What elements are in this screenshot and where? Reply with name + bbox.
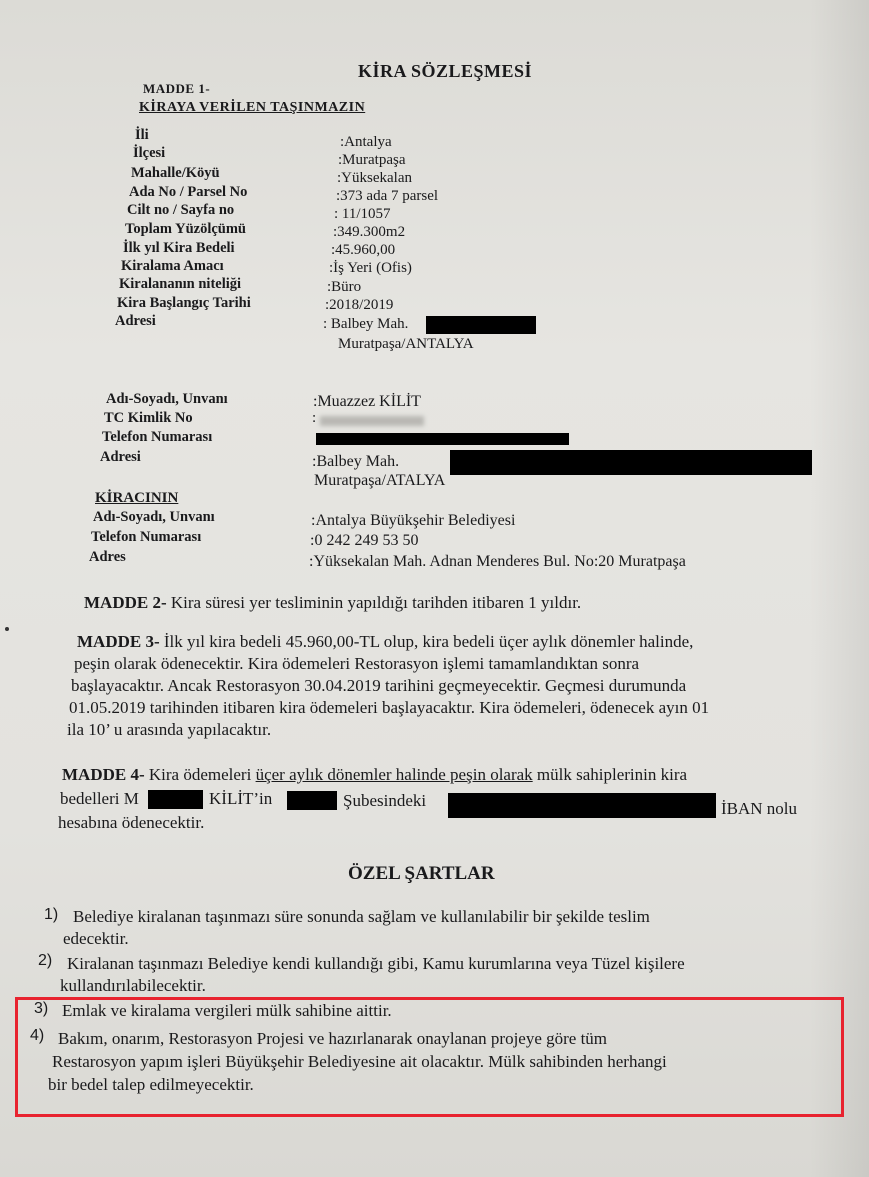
term-line: Bakım, onarım, Restorasyon Projesi ve hazırlanarak onaylanan projeye göre tüm (58, 1029, 608, 1048)
property-value: :349.300m2 (333, 224, 406, 240)
property-label: İlçesi (133, 145, 166, 161)
term-line: edecektir. (63, 929, 129, 948)
madde1-heading: MADDE 1- (143, 81, 211, 96)
madde4-line (62, 766, 687, 785)
property-value: :İş Yeri (Ofis) (329, 260, 412, 276)
property-label: Ada No / Parsel No (129, 184, 248, 200)
special-terms-heading: ÖZEL ŞARTLAR (348, 863, 495, 884)
tenant-value: :Yüksekalan Mah. Adnan Menderes Bul. No:20 Muratpaşa (309, 553, 686, 570)
highlight-box (15, 997, 844, 1117)
tenant-label: Adres (89, 549, 126, 565)
speck (5, 627, 9, 631)
property-label: Toplam Yüzölçümü (125, 221, 246, 237)
term-line: kullandırılabilecektir. (60, 976, 206, 995)
owner-address-line2: Muratpaşa/ATALYA (314, 472, 446, 489)
owner-value: :Balbey Mah. (312, 453, 400, 470)
property-value: :Muratpaşa (338, 152, 406, 168)
madde1-subheading: KİRAYA VERİLEN TAŞINMAZIN (139, 100, 366, 115)
property-value: :Antalya (340, 134, 392, 150)
property-label: Adresi (115, 313, 156, 329)
madde3-line: 01.05.2019 tarihinden itibaren kira ödemeleri başlayacaktır. Kira ödemeleri, ödenecek ayın 01 (69, 698, 710, 717)
owner-label: TC Kimlik No (104, 410, 193, 426)
madde4-text: mülk sahiplerinin kira (536, 765, 688, 784)
madde2 (84, 594, 581, 613)
madde3-line (77, 633, 693, 652)
term-line: Belediye kiralanan taşınmazı süre sonunda sağlam ve kullanılabilir bir şekilde teslim (73, 907, 650, 926)
document-title: KİRA SÖZLEŞMESİ (358, 61, 533, 81)
term-number: 1) (44, 906, 59, 923)
madde4-line2c: Şubesindeki (343, 791, 427, 810)
owner-label: Adresi (100, 449, 141, 465)
term-number: 4) (30, 1027, 45, 1044)
madde2-text: Kira süresi yer tesliminin yapıldığı tarihden itibaren 1 yıldır. (170, 593, 582, 612)
property-label: İlk yıl Kira Bedeli (123, 240, 235, 256)
property-value: :2018/2019 (325, 297, 394, 313)
owner-value: : (312, 410, 317, 426)
madde4-line2a: bedelleri M (60, 789, 139, 808)
property-value: : 11/1057 (334, 206, 391, 222)
tenant-label: Adı-Soyadı, Unvanı (93, 509, 215, 525)
property-label: Kira Başlangıç Tarihi (117, 295, 251, 311)
madde3-line: peşin olarak ödenecektir. Kira ödemeleri Restorasyon işlemi tamamlandıktan sonra (74, 654, 640, 673)
property-value: :Büro (327, 279, 362, 295)
redaction-bar (287, 791, 337, 810)
property-label: Kiralananın niteliği (119, 276, 242, 292)
property-value: :373 ada 7 parsel (336, 188, 439, 204)
madde3-line: ila 10’ u arasında yapılacaktır. (67, 720, 272, 739)
madde4-line2b: KİLİT’in (209, 789, 273, 808)
term-line: Emlak ve kiralama vergileri mülk sahibine aittir. (62, 1001, 392, 1020)
tenant-value: :0 242 249 53 50 (310, 532, 419, 549)
tenant-heading: KİRACININ (95, 490, 179, 506)
madde3-line: başlayacaktır. Ancak Restorasyon 30.04.2019 tarihini geçmeyecektir. Geçmesi durumunda (71, 676, 687, 695)
madde4-label: MADDE 4- (62, 765, 145, 784)
property-value: :Yüksekalan (337, 170, 412, 186)
madde4-underlined-text: üçer aylık dönemler halinde peşin olarak (255, 765, 533, 784)
tenant-label: Telefon Numarası (91, 529, 202, 545)
property-label: Kiralama Amacı (121, 258, 224, 274)
tenant-value: :Antalya Büyükşehir Belediyesi (311, 512, 516, 529)
madde3-text: İlk yıl kira bedeli 45.960,00-TL olup, kira bedeli üçer aylık dönemler halinde, (163, 632, 694, 651)
blurred-id-number (320, 416, 424, 426)
term-number: 2) (38, 952, 53, 969)
redaction-bar (448, 793, 716, 818)
madde4-line3: hesabına ödenecektir. (58, 813, 205, 832)
term-line: bir bedel talep edilmeyecektir. (48, 1075, 254, 1094)
property-label: Cilt no / Sayfa no (127, 202, 235, 218)
term-line: Kiralanan taşınmazı Belediye kendi kullandığı gibi, Kamu kurumlarına veya Tüzel kişilere (67, 954, 685, 973)
madde3-label: MADDE 3- (77, 632, 160, 651)
madde2-label: MADDE 2- (84, 593, 167, 612)
property-label: Mahalle/Köyü (131, 165, 220, 181)
property-value: : Balbey Mah. (323, 316, 409, 332)
redaction-bar (426, 316, 536, 334)
owner-value: :Muazzez KİLİT (313, 393, 421, 410)
owner-label: Adı-Soyadı, Unvanı (106, 391, 228, 407)
redaction-bar (316, 433, 569, 445)
property-label: İli (135, 127, 149, 143)
redaction-bar (148, 790, 203, 809)
madde4-line2d: İBAN nolu (721, 799, 798, 818)
owner-label: Telefon Numarası (102, 429, 213, 445)
property-value: :45.960,00 (331, 242, 396, 258)
term-line: Restarosyon yapım işleri Büyükşehir Belediyesine ait olacaktır. Mülk sahibinden herhangi (52, 1052, 667, 1071)
address-line2: Muratpaşa/ANTALYA (338, 336, 474, 352)
redaction-bar (450, 450, 812, 475)
madde4-text: Kira ödemeleri (148, 765, 252, 784)
term-number: 3) (34, 1000, 49, 1017)
